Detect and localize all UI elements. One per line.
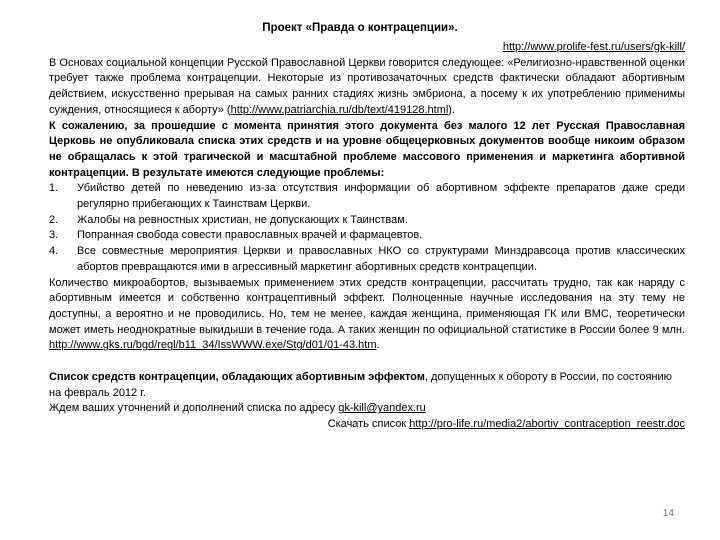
list-item-number: 1. — [49, 182, 59, 195]
gks-link[interactable]: http://www.gks.ru/bgd/regl/b11_34/IssWWW.exe/Stg/d01/01-43.htm — [49, 339, 377, 352]
intro-tail: ). — [448, 103, 456, 116]
list-item — [49, 213, 685, 229]
microabortion-paragraph — [49, 276, 685, 355]
contact-text: Ждем ваших уточнений и дополнений списка по адресу — [49, 402, 339, 415]
microabortion-tail: . — [376, 339, 380, 352]
document-body — [49, 40, 685, 433]
list-description-bold: Список средств контрацепции, обладающих абортивным эффектом — [49, 371, 425, 384]
list-item — [49, 181, 685, 212]
list-description-paragraph — [49, 370, 685, 401]
download-text: Скачать список — [327, 418, 410, 431]
microabortion-text: Количество микроабортов, вызываемых применением этих средств контрацепции, рассчитать трудно, так как наряду с абортивным имеется и собственно контрацептивный эффект. Полноценные научные исследования на эту тему не доступны, а вероятно и не проводились. Но, тем не менее, каждая женщина, применяющая ГК или ВМС, теоретически может иметь неоднократные выкидыши в течение года. А таких женщин по официальной статистике в России более 9 млн. — [49, 276, 685, 336]
page-number: 14 — [662, 508, 674, 519]
patriarchia-link[interactable]: http://www.patriarchia.ru/db/text/419128.html — [230, 103, 449, 116]
problems-intro-paragraph — [49, 119, 685, 182]
download-line — [49, 417, 685, 433]
list-item-text: Жалобы на ревностных христиан, не допускающих к Таинствам. — [77, 213, 408, 226]
list-item-text: Все совместные мероприятия Церкви и православных НКО со структурами Минздравсоца против классических абортов превращаются ими в агрессивный маркетинг абортивных средств контрацепции. — [77, 245, 685, 273]
list-item-number: 3. — [49, 229, 59, 242]
contact-line — [49, 401, 685, 417]
spacer — [49, 354, 685, 370]
list-item-text: Попранная свобода совести православных врачей и фармацевтов. — [77, 229, 423, 242]
problems-intro-text: К сожалению, за прошедшие с момента принятия этого документа без малого 12 лет Русская Православная Церковь не опубликовала списка этих средств и на уровне общецерковных документов вообще никоим образом не обращалась к этой трагической и масштабной проблеме массового применения и маркетинга абортивной контрацепции. В результате имеются следующие проблемы: — [49, 119, 685, 179]
list-item-text: Убийство детей по неведению из-за отсутствия информации об абортивном эффекте препаратов даже среди регулярно прибегающих к Таинствам Церкви. — [77, 182, 685, 211]
intro-paragraph — [49, 56, 685, 119]
problems-list — [49, 181, 685, 275]
intro-text: В Основах социальной концепции Русской Православной Церкви говорится следующее: «Религиозно-нравственной оценки требует также проблема контрацепции. Некоторые из противозачаточных средств фактически обладают абортивным действием, искусственно прерывая на самых ранних стадиях жизнь эмбриона, а посему к их употреблению применимы суждения, относящиеся к аборту» ( — [49, 56, 685, 116]
download-link[interactable]: http://pro-life.ru/media2/abortiv_contraception_reestr.doc — [409, 418, 685, 431]
list-item — [49, 228, 685, 244]
list-item-number: 2. — [49, 213, 59, 226]
list-description-rest: , допущенных к обороту в России, по состоянию на февраль 2012 г. — [49, 371, 672, 399]
source-line — [49, 40, 685, 56]
list-item — [49, 244, 685, 275]
list-item-number: 4. — [49, 245, 59, 258]
email-link[interactable]: gk-kill@yandex.ru — [338, 402, 426, 415]
source-link[interactable]: http://www.prolife-fest.ru/users/gk-kill/ — [502, 41, 685, 53]
page-title: Проект «Правда о контрацепции». — [262, 22, 458, 34]
